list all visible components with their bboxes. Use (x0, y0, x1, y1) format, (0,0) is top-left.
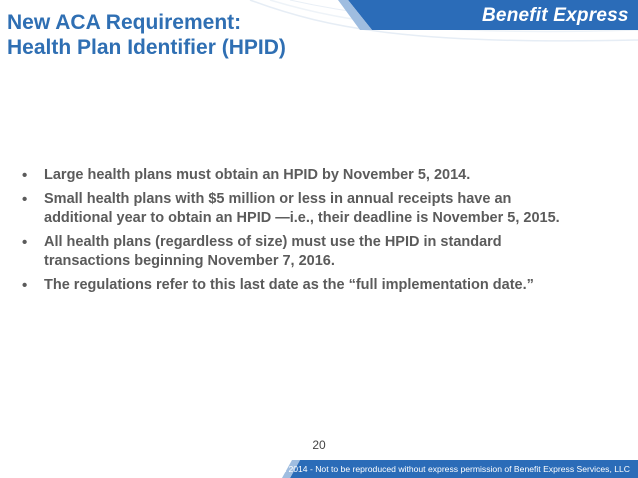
bullet-line: All health plans (regardless of size) must use the HPID in standard (44, 234, 502, 250)
bullet-list (0, 166, 638, 300)
bullet-item (0, 166, 624, 185)
benefit-express-logo (482, 5, 629, 27)
bullet-line: additional year to obtain an HPID —i.e., their deadline is November 5, 2015. (44, 210, 560, 226)
bullet-line: Small health plans with $5 million or less in annual receipts have an (44, 191, 512, 207)
logo-text: Benefit Express (482, 5, 629, 26)
slide-title-line-2: Health Plan Identifier (HPID) (7, 36, 286, 59)
bullet-line: Large health plans must obtain an HPID by November 5, 2014. (44, 167, 471, 183)
footer-bar (0, 460, 638, 478)
bullet-dot-icon: • (22, 234, 28, 251)
footer-copyright: Copyright 2014 - Not to be reproduced without express permission of Benefit Express Services, LLC (249, 464, 630, 474)
bullet-line: transactions beginning November 7, 2016. (44, 253, 335, 269)
bullet-line: The regulations refer to this last date as the “full implementation date.” (44, 277, 534, 293)
bullet-dot-icon: • (22, 167, 28, 184)
bullet-item (0, 190, 624, 228)
slide-title (7, 10, 286, 60)
bullet-item (0, 233, 624, 271)
slide-title-line-1: New ACA Requirement: (7, 11, 242, 34)
page-number: 20 (312, 438, 326, 452)
bullet-item (0, 276, 624, 295)
bullet-dot-icon: • (22, 277, 28, 294)
bullet-dot-icon: • (22, 191, 28, 208)
